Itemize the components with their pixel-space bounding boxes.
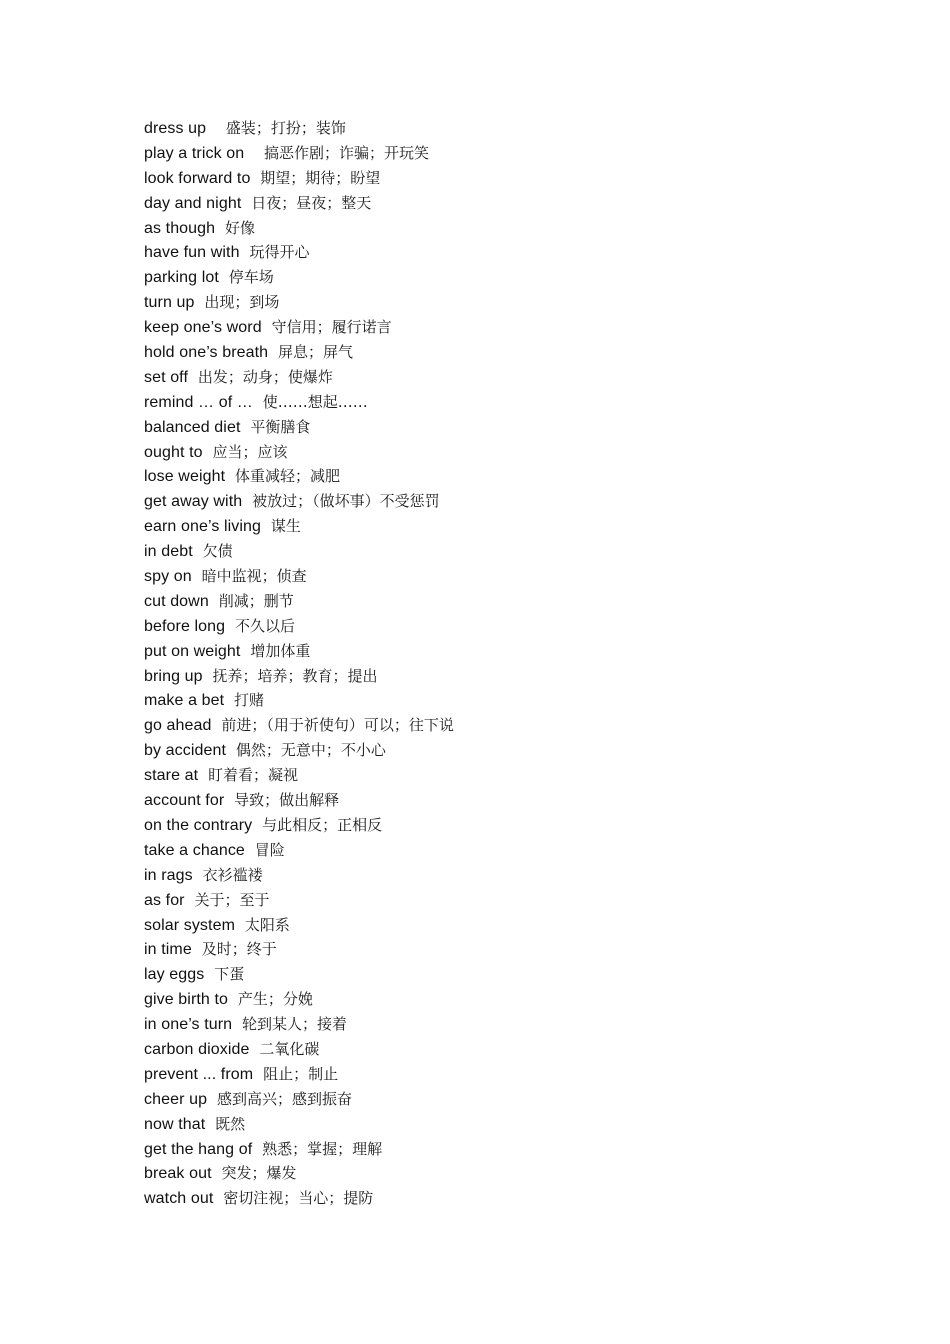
phrase-chinese: 谋生	[270, 517, 301, 536]
phrase-chinese: 期望；期待；盼望	[260, 168, 381, 187]
phrase-chinese: 屏息；屏气	[278, 343, 354, 362]
phrase-row	[144, 564, 454, 589]
phrase-chinese: 及时；终于	[201, 940, 277, 959]
phrase-chinese: 使……想起……	[262, 392, 368, 411]
phrase-english: in debt	[144, 543, 193, 561]
phrase-row	[144, 913, 454, 938]
phrase-english: look forward to	[144, 169, 251, 187]
phrase-list	[144, 116, 454, 1211]
phrase-english: get away with	[144, 493, 243, 511]
phrase-separator	[192, 940, 202, 958]
phrase-chinese: 导致；做出解释	[234, 791, 340, 810]
phrase-row	[144, 1062, 454, 1087]
phrase-english: bring up	[144, 667, 203, 685]
phrase-separator	[253, 1065, 263, 1083]
phrase-chinese: 与此相反；正相反	[262, 815, 383, 834]
phrase-separator	[185, 891, 195, 909]
phrase-english: have fun with	[144, 244, 240, 262]
phrase-row	[144, 763, 454, 788]
phrase-separator	[203, 443, 213, 461]
phrase-row	[144, 514, 454, 539]
phrase-separator	[193, 866, 203, 884]
phrase-chinese: 搞恶作剧；诈骗；开玩笑	[263, 143, 429, 162]
phrase-separator	[261, 517, 271, 535]
phrase-separator	[195, 293, 205, 311]
phrase-separator	[242, 492, 252, 510]
phrase-english: put on weight	[144, 642, 241, 660]
phrase-separator	[207, 1090, 217, 1108]
phrase-chinese: 盯着看；凝视	[208, 766, 299, 785]
phrase-separator	[209, 592, 219, 610]
phrase-separator	[226, 741, 236, 759]
phrase-row	[144, 713, 454, 738]
phrase-english: lay eggs	[144, 966, 205, 984]
phrase-english: get the hang of	[144, 1140, 253, 1158]
phrase-row	[144, 1012, 454, 1037]
phrase-english: give birth to	[144, 991, 229, 1009]
phrase-separator	[188, 368, 198, 386]
phrase-chinese: 被放过；（做坏事）不受惩罚	[252, 492, 440, 511]
phrase-english: play a trick on	[144, 144, 245, 162]
phrase-chinese: 体重减轻；减肥	[235, 467, 341, 486]
phrase-chinese: 暗中监视；侦查	[201, 567, 307, 586]
phrase-row	[144, 365, 454, 390]
phrase-row	[144, 340, 454, 365]
phrase-chinese: 欠债	[202, 542, 233, 561]
phrase-english: before long	[144, 617, 226, 635]
phrase-row	[144, 937, 454, 962]
phrase-chinese: 冒险	[254, 840, 285, 859]
phrase-chinese: 感到高兴；感到振奋	[216, 1089, 352, 1108]
phrase-separator	[249, 1040, 259, 1058]
phrase-separator	[228, 990, 238, 1008]
phrase-chinese: 轮到某人；接着	[242, 1015, 348, 1034]
phrase-english: dress up	[144, 120, 207, 137]
phrase-english: take a chance	[144, 841, 245, 859]
phrase-english: cheer up	[144, 1090, 208, 1108]
phrase-separator	[219, 268, 229, 286]
phrase-chinese: 盛装；打扮；装饰	[225, 119, 346, 137]
phrase-chinese: 抚养；培养；教育；提出	[212, 666, 378, 685]
phrase-chinese: 平衡膳食	[250, 417, 311, 436]
phrase-row	[144, 639, 454, 664]
phrase-separator	[212, 1164, 222, 1182]
phrase-english: as for	[144, 891, 185, 909]
phrase-chinese: 突发；爆发	[221, 1164, 297, 1183]
phrase-row	[144, 440, 454, 465]
phrase-separator	[240, 642, 250, 660]
phrase-separator	[235, 916, 245, 934]
phrase-separator	[206, 119, 226, 137]
phrase-separator	[241, 418, 251, 436]
phrase-chinese: 阻止；制止	[263, 1064, 339, 1083]
phrase-chinese: 产生；分娩	[237, 990, 313, 1009]
phrase-separator	[213, 1189, 223, 1207]
phrase-english: keep one’s word	[144, 319, 262, 337]
phrase-row	[144, 240, 454, 265]
phrase-english: earn one’s living	[144, 518, 262, 536]
phrase-separator	[212, 716, 222, 734]
phrase-english: turn up	[144, 294, 195, 312]
phrase-row	[144, 390, 454, 415]
phrase-row	[144, 315, 454, 340]
phrase-chinese: 玩得开心	[249, 243, 310, 262]
phrase-separator	[240, 243, 250, 261]
phrase-english: day and night	[144, 194, 242, 212]
phrase-row	[144, 191, 454, 216]
phrase-row	[144, 863, 454, 888]
phrase-english: parking lot	[144, 269, 219, 287]
phrase-chinese: 下蛋	[214, 965, 245, 984]
phrase-english: on the contrary	[144, 816, 253, 834]
phrase-chinese: 不久以后	[235, 616, 296, 635]
phrase-row	[144, 265, 454, 290]
phrase-chinese: 守信用；履行诺言	[271, 318, 392, 337]
phrase-english: watch out	[144, 1190, 214, 1208]
phrase-separator	[225, 617, 235, 635]
phrase-english: break out	[144, 1165, 212, 1183]
phrase-separator	[198, 766, 208, 784]
phrase-row	[144, 888, 454, 913]
phrase-row	[144, 788, 454, 813]
phrase-row	[144, 116, 454, 141]
phrase-separator	[232, 1015, 242, 1033]
phrase-row	[144, 664, 454, 689]
phrase-separator	[253, 393, 263, 411]
phrase-row	[144, 1112, 454, 1137]
phrase-chinese: 密切注视；当心；提防	[223, 1189, 374, 1208]
phrase-row	[144, 166, 454, 191]
phrase-english: ought to	[144, 443, 203, 461]
phrase-english: by accident	[144, 742, 227, 760]
phrase-row	[144, 216, 454, 241]
phrase-english: hold one’s breath	[144, 344, 269, 362]
phrase-separator	[225, 467, 235, 485]
phrase-separator	[268, 343, 278, 361]
phrase-row	[144, 539, 454, 564]
phrase-english: account for	[144, 792, 225, 810]
phrase-chinese: 日夜；昼夜；整天	[251, 193, 372, 212]
phrase-english: remind … of …	[144, 393, 253, 411]
phrase-chinese: 熟悉；掌握；理解	[262, 1139, 383, 1158]
phrase-english: lose weight	[144, 468, 226, 486]
phrase-english: prevent ... from	[144, 1065, 254, 1083]
phrase-english: now that	[144, 1115, 206, 1133]
phrase-chinese: 偶然；无意中；不小心	[235, 741, 386, 760]
phrase-row	[144, 290, 454, 315]
phrase-separator	[262, 318, 272, 336]
phrase-chinese: 出发；动身；使爆炸	[197, 367, 333, 386]
phrase-separator	[204, 965, 214, 983]
phrase-english: in one’s turn	[144, 1016, 233, 1034]
phrase-row	[144, 614, 454, 639]
phrase-chinese: 削减；删节	[218, 591, 294, 610]
phrase-english: in time	[144, 941, 192, 959]
phrase-separator	[224, 691, 234, 709]
phrase-english: as though	[144, 219, 216, 237]
phrase-separator	[203, 667, 213, 685]
phrase-row	[144, 1161, 454, 1186]
phrase-english: cut down	[144, 592, 209, 610]
phrase-separator	[192, 567, 202, 585]
phrase-row	[144, 962, 454, 987]
phrase-chinese: 既然	[215, 1114, 246, 1133]
phrase-separator	[205, 1115, 215, 1133]
phrase-separator	[241, 194, 251, 212]
phrase-separator	[224, 791, 234, 809]
phrase-chinese: 前进；（用于祈使句）可以；往下说	[221, 716, 454, 735]
phrase-chinese: 应当；应该	[212, 442, 288, 461]
phrase-chinese: 出现；到场	[204, 293, 280, 312]
phrase-english: solar system	[144, 916, 235, 934]
phrase-row	[144, 688, 454, 713]
phrase-row	[144, 1137, 454, 1162]
phrase-separator	[215, 219, 225, 237]
phrase-row	[144, 141, 454, 166]
phrase-row	[144, 489, 454, 514]
phrase-chinese: 衣衫褴褛	[202, 865, 263, 884]
phrase-row	[144, 738, 454, 763]
phrase-chinese: 关于；至于	[194, 890, 270, 909]
phrase-row	[144, 464, 454, 489]
phrase-separator	[245, 841, 255, 859]
phrase-separator	[252, 816, 262, 834]
phrase-row	[144, 1087, 454, 1112]
phrase-english: stare at	[144, 767, 199, 785]
phrase-english: balanced diet	[144, 418, 241, 436]
phrase-chinese: 增加体重	[250, 641, 311, 660]
phrase-separator	[193, 542, 203, 560]
phrase-english: in rags	[144, 866, 193, 884]
phrase-row	[144, 589, 454, 614]
phrase-row	[144, 838, 454, 863]
phrase-row	[144, 987, 454, 1012]
phrase-row	[144, 415, 454, 440]
phrase-row	[144, 1186, 454, 1211]
phrase-english: set off	[144, 368, 188, 386]
phrase-row	[144, 1037, 454, 1062]
phrase-english: carbon dioxide	[144, 1040, 250, 1058]
phrase-chinese: 太阳系	[244, 915, 290, 934]
phrase-separator	[252, 1140, 262, 1158]
phrase-english: go ahead	[144, 717, 212, 735]
phrase-english: spy on	[144, 568, 192, 586]
phrase-english: make a bet	[144, 692, 225, 710]
phrase-chinese: 二氧化碳	[259, 1039, 320, 1058]
phrase-row	[144, 813, 454, 838]
phrase-separator	[244, 144, 264, 162]
phrase-chinese: 停车场	[228, 268, 274, 287]
phrase-chinese: 好像	[225, 218, 256, 237]
phrase-separator	[250, 169, 260, 187]
phrase-chinese: 打赌	[234, 691, 265, 710]
